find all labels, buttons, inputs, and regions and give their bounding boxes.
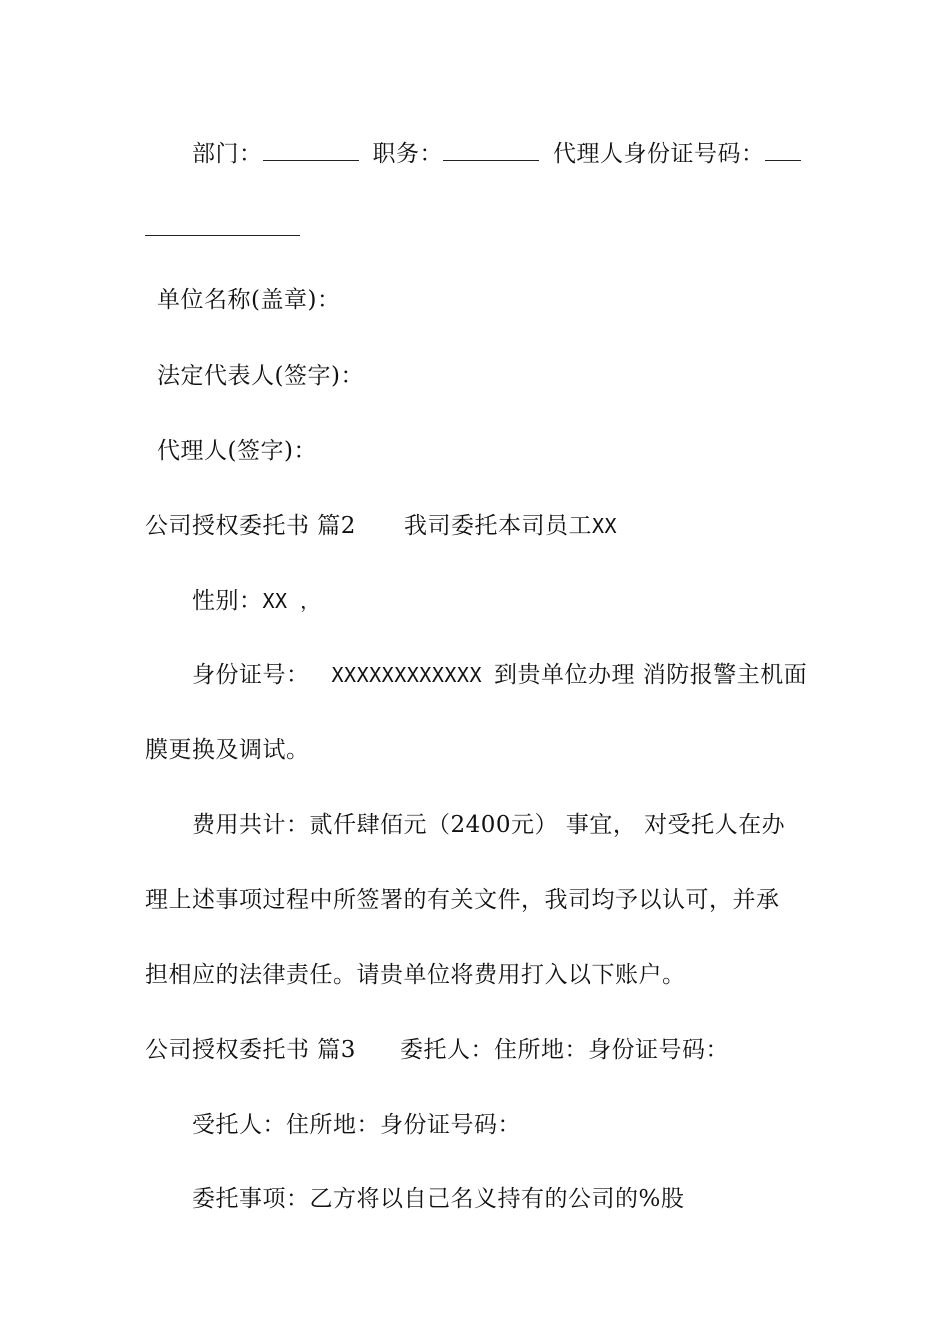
id-line [192,660,807,690]
fee-line-3: 担相应的法律责任。请贵单位将费用打入以下账户。 [145,962,686,988]
gender-label: 性别： [192,588,263,614]
legal-rep-line: 法定代表人(签字)： [157,363,364,389]
post-label: 职务： [372,141,443,167]
section-3-heading [145,1035,729,1065]
fee-line-2: 理上述事项过程中所签署的有关文件，我司均予以认可，并承 [145,887,780,913]
unit-name-line: 单位名称(盖章)： [157,287,341,313]
section-2-title: 公司授权委托书 篇2 [145,513,356,539]
info-line [192,138,801,169]
agent-id-label: 代理人身份证号码： [553,141,765,167]
section-2-intro: 我司委托本司员工 [403,513,592,539]
dept-label: 部门： [192,141,263,167]
gender-value: XX ， [262,589,321,613]
employee-name: XX [591,514,618,538]
trustee-line: 受托人：住所地：身份证号码： [192,1112,521,1138]
agent-sign-line: 代理人(签字)： [157,438,317,464]
agent-id-blank-start [765,138,801,161]
gender-line [192,586,321,616]
agent-id-blank-continued [145,213,300,236]
section-3-intro: 委托人：住所地：身份证号码： [399,1037,729,1063]
id-value: XXXXXXXXXXXX [331,663,482,687]
section-3-title: 公司授权委托书 篇3 [145,1037,356,1063]
post-blank [443,138,539,161]
id-tail: 到贵单位办理 消防报警主机面 [494,662,808,688]
matter-line: 委托事项：乙方将以自己名义持有的公司的%股 [192,1186,685,1212]
dept-blank [263,138,359,161]
section-2-heading [145,511,617,541]
id-continuation: 膜更换及调试。 [145,737,310,763]
fee-line-1: 费用共计：贰仟肆佰元（2400元） 事宜， 对受托人在办 [192,812,786,838]
id-label: 身份证号： [192,662,310,688]
